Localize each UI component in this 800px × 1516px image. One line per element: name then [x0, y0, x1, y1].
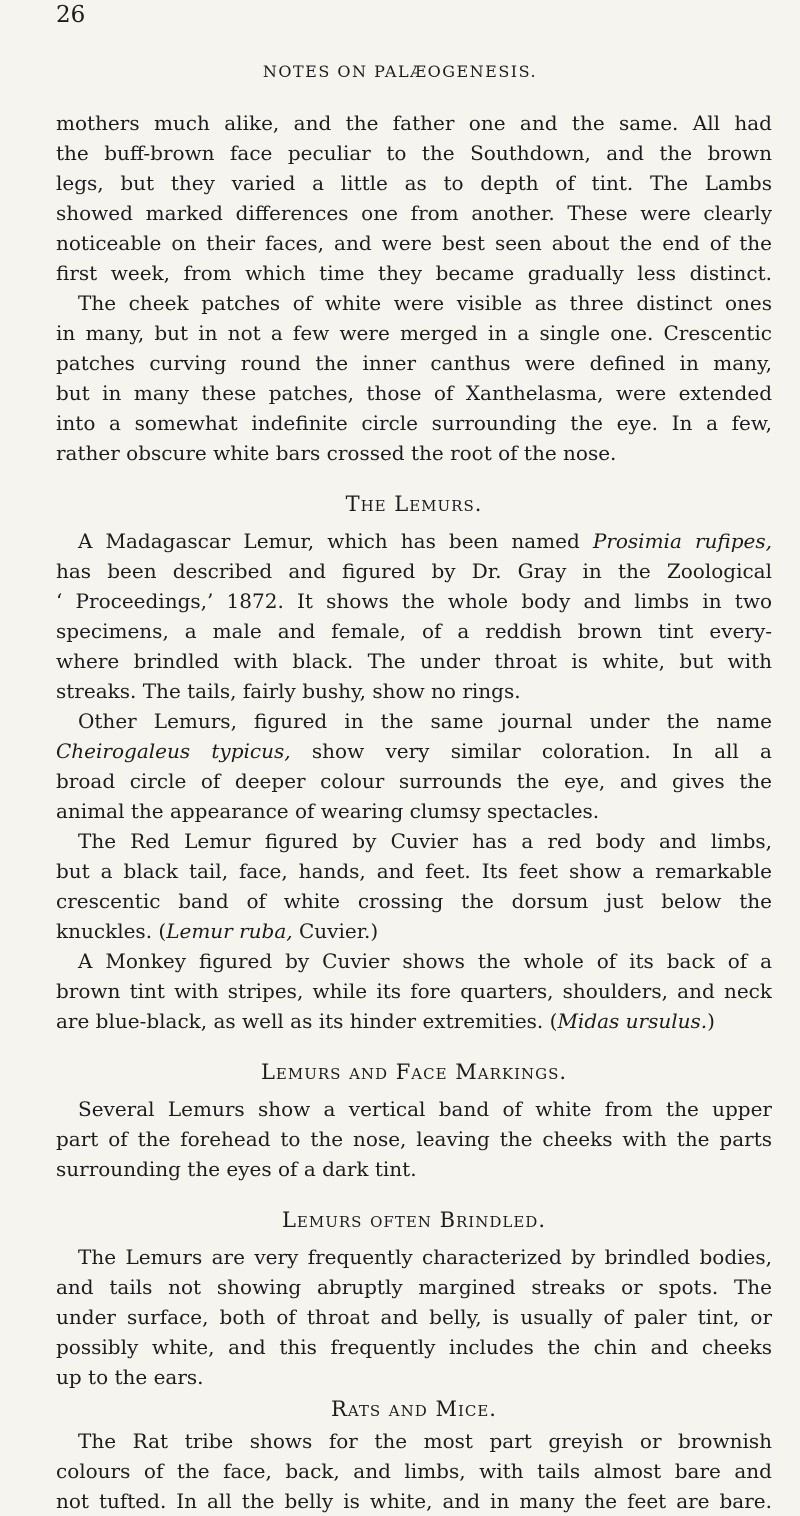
text-line: [56, 1006, 772, 1036]
text-line: The Red Lemur figured by Cuvier has a red body and limbs,: [78, 829, 772, 853]
section-heading-face-markings: Lemurs and Face Markings.: [260, 1060, 568, 1084]
text-line: surrounding the eyes of a dark tint.: [56, 1157, 417, 1181]
text-line: in many, but in not a few were merged in a single one. Crescentic: [56, 321, 772, 345]
section-heading-lemurs: The Lemurs.: [345, 492, 483, 516]
paragraph-lambs: [56, 108, 772, 288]
text-line: [56, 526, 772, 556]
text-line: [56, 736, 772, 766]
text-line: but in many these patches, those of Xanthelasma, were extended: [56, 381, 772, 405]
text-line: specimens, a male and female, of a reddish brown tint every-: [56, 619, 772, 643]
text-span: are blue-black, as well as its hinder extremities. (: [56, 1009, 558, 1033]
text-span: Cuvier.): [292, 919, 379, 943]
text-line: [56, 916, 772, 946]
text-span: ): [707, 1009, 715, 1033]
text-line: into a somewhat indefinite circle surrounding the eye. In a few,: [56, 411, 772, 435]
text-line: but a black tail, face, hands, and feet. Its feet show a remarkable: [56, 859, 772, 883]
text-line: ‘ Proceedings,’ 1872. It shows the whole body and limbs in two: [56, 589, 772, 613]
text-line: noticeable on their faces, and were best seen about the end of the: [56, 231, 772, 255]
text-line: broad circle of deeper colour surrounds the eye, and gives the: [56, 769, 772, 793]
text-line: The Rat tribe shows for the most part greyish or brownish: [78, 1429, 772, 1453]
text-span: knuckles. (: [56, 919, 167, 943]
text-line: The Lemurs are very frequently characterized by brindled bodies,: [78, 1245, 772, 1269]
text-line: has been described and figured by Dr. Gray in the Zoological: [56, 559, 772, 583]
text-line: crescentic band of white crossing the dorsum just below the: [56, 889, 772, 913]
text-line: not tufted. In all the belly is white, and in many the feet are bare.: [56, 1489, 772, 1513]
text-line: under surface, both of throat and belly, is usually of paler tint, or: [56, 1305, 772, 1329]
section-heading-brindled: Lemurs often Brindled.: [281, 1208, 546, 1232]
text-line: up to the ears.: [56, 1365, 204, 1389]
italic-species-name: Lemur ruba,: [166, 919, 293, 943]
paragraph-madagascar-lemur: [56, 526, 772, 706]
text-line: where brindled with black. The under throat is white, but with: [56, 649, 772, 673]
text-line: and tails not showing abruptly margined streaks or spots. The: [56, 1275, 772, 1299]
text-line: possibly white, and this frequently includes the chin and cheeks: [56, 1335, 772, 1359]
text-line: showed marked differences one from another. These were clearly: [56, 201, 772, 225]
paragraph-red-lemur: [56, 826, 772, 946]
text-line: rather obscure white bars crossed the root of the nose.: [56, 441, 617, 465]
text-line: colours of the face, back, and limbs, with tails almost bare and: [56, 1459, 772, 1483]
text-line: part of the forehead to the nose, leaving the cheeks with the parts: [56, 1127, 772, 1151]
text-line: streaks. The tails, fairly bushy, show no rings.: [56, 679, 521, 703]
paragraph-brindled: [56, 1242, 772, 1392]
paragraph-cheek-patches: [56, 288, 772, 468]
text-line: legs, but they varied a little as to depth of tint. The Lambs: [56, 171, 772, 195]
text-line: The cheek patches of white were visible as three distinct ones: [78, 291, 772, 315]
paragraph-monkey: [56, 946, 772, 1036]
paragraph-rats-mice: [56, 1426, 772, 1516]
page-body: [56, 108, 772, 1516]
text-line: Several Lemurs show a vertical band of white from the upper: [78, 1097, 772, 1121]
italic-species-name: Prosimia rufipes,: [592, 529, 772, 553]
text-span: show very similar coloration. In all a: [290, 739, 772, 763]
text-line: patches curving round the inner canthus were defined in many,: [56, 351, 772, 375]
text-span: A Madagascar Lemur, which has been named: [78, 529, 593, 553]
text-line: Other Lemurs, figured in the same journal under the name: [78, 709, 772, 733]
italic-species-name: Cheirogaleus typicus,: [56, 739, 291, 763]
text-line: brown tint with stripes, while its fore quarters, shoulders, and neck: [56, 979, 772, 1003]
italic-species-name: Midas ursulus.: [557, 1009, 708, 1033]
text-line: mothers much alike, and the father one and the same. All had: [56, 111, 772, 135]
text-line: the buff-brown face peculiar to the Southdown, and the brown: [56, 141, 772, 165]
running-title: NOTES ON PALÆOGENESIS.: [262, 62, 538, 81]
text-line: first week, from which time they became gradually less distinct.: [56, 261, 772, 285]
text-line: animal the appearance of wearing clumsy spectacles.: [56, 799, 600, 823]
text-line: A Monkey figured by Cuvier shows the whole of its back of a: [78, 949, 772, 973]
section-heading-rats-mice: Rats and Mice.: [331, 1397, 497, 1421]
page-number: 26: [56, 2, 86, 28]
paragraph-face-markings: [56, 1094, 772, 1184]
paragraph-other-lemurs: [56, 706, 772, 826]
